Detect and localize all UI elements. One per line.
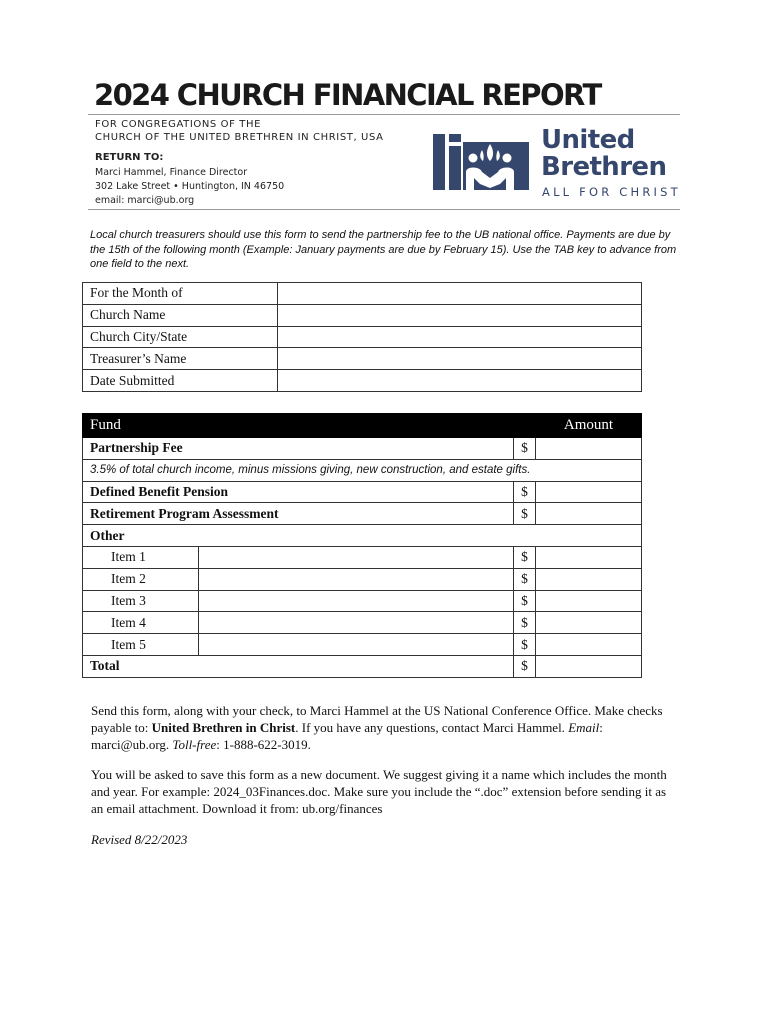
field-label-church-city-state: Church City/State	[83, 326, 278, 348]
submission-instructions	[91, 702, 681, 753]
header-divider	[88, 209, 680, 210]
retirement-label: Retirement Program Assessment	[90, 505, 279, 521]
instruction-text: Send this form, along with your check, to Marci Hammel at the US National Conference Office. Make checks payable to:	[91, 703, 663, 735]
item-label: Item 5	[83, 634, 199, 656]
church-info-table	[82, 282, 642, 392]
page-title: 2024 CHURCH FINANCIAL REPORT	[94, 78, 601, 112]
table-row	[83, 438, 642, 460]
item-3-amount-field[interactable]	[536, 590, 642, 612]
currency-sign: $	[514, 546, 536, 568]
table-row	[83, 481, 642, 503]
item-4-description-field[interactable]	[199, 612, 514, 634]
item-5-description-field[interactable]	[199, 634, 514, 656]
total-label: Total	[90, 658, 120, 674]
table-row	[83, 459, 642, 481]
congregation-line-2: CHURCH OF THE UNITED BRETHREN IN CHRIST, USA	[95, 132, 384, 143]
save-instructions: You will be asked to save this form as a new document. We suggest giving it a name which includes the month and year. For example: 2024_03Finances.doc. Make sure you include the “.doc” extension before sending it as an email attachment. Download it from: ub.org/finances	[91, 767, 667, 816]
field-label-month: For the Month of	[83, 283, 278, 305]
fund-header-row	[83, 414, 642, 438]
table-row	[83, 546, 642, 568]
field-label-date-submitted: Date Submitted	[83, 370, 278, 392]
item-1-amount-field[interactable]	[536, 546, 642, 568]
field-label-treasurer-name: Treasurer’s Name	[83, 348, 278, 370]
fund-header: Fund	[83, 414, 536, 438]
table-row	[83, 326, 642, 348]
table-row	[83, 283, 642, 305]
united-brethren-logo-icon	[433, 128, 529, 196]
table-row	[83, 612, 642, 634]
logo-word-united: United	[541, 125, 635, 155]
currency-sign: $	[514, 634, 536, 656]
item-2-description-field[interactable]	[199, 568, 514, 590]
title-divider	[88, 114, 680, 115]
return-address: 302 Lake Street • Huntington, IN 46750	[95, 181, 285, 192]
instruction-text: . If you have any questions, contact Marci Hammel.	[295, 720, 569, 735]
fund-table	[82, 413, 642, 678]
currency-sign: $	[514, 590, 536, 612]
return-to-label: RETURN TO:	[95, 152, 164, 163]
table-row	[83, 503, 642, 525]
table-row	[83, 370, 642, 392]
table-row	[83, 655, 642, 677]
currency-sign: $	[514, 481, 536, 503]
table-row	[83, 348, 642, 370]
table-row	[83, 525, 642, 547]
currency-sign: $	[514, 655, 536, 677]
tollfree-label: Toll-free	[172, 737, 217, 752]
email-label: Email	[568, 720, 600, 735]
item-1-description-field[interactable]	[199, 546, 514, 568]
table-row	[83, 590, 642, 612]
currency-sign: $	[514, 438, 536, 460]
church-name-field[interactable]	[278, 304, 642, 326]
other-label: Other	[90, 527, 125, 543]
table-row	[83, 568, 642, 590]
congregation-heading	[95, 118, 384, 144]
currency-sign: $	[514, 612, 536, 634]
church-city-state-field[interactable]	[278, 326, 642, 348]
table-row	[83, 634, 642, 656]
field-label-church-name: Church Name	[83, 304, 278, 326]
table-row	[83, 304, 642, 326]
item-5-amount-field[interactable]	[536, 634, 642, 656]
item-label: Item 2	[83, 568, 199, 590]
payee-name: United Brethren in Christ	[151, 720, 296, 735]
congregation-line-1: FOR CONGREGATIONS OF THE	[95, 119, 261, 130]
partnership-fee-label: Partnership Fee	[90, 440, 183, 456]
total-amount-field[interactable]	[536, 655, 642, 677]
return-email: email: marci@ub.org	[95, 195, 195, 206]
intro-instructions: Local church treasurers should use this form to send the partnership fee to the UB national office. Payments are due by the 15th of the following month (Example: January payments are due by February 15). Use the TAB key to advance from one field to the next.	[90, 229, 677, 270]
item-label: Item 4	[83, 612, 199, 634]
revision-date: Revised 8/22/2023	[91, 832, 188, 847]
currency-sign: $	[514, 568, 536, 590]
partnership-fee-amount-field[interactable]	[536, 438, 642, 460]
pension-amount-field[interactable]	[536, 481, 642, 503]
currency-sign: $	[514, 503, 536, 525]
contact-phone: : 1-888-622-3019.	[216, 737, 311, 752]
logo-word-brethren: Brethren	[541, 152, 667, 182]
month-field[interactable]	[278, 283, 642, 305]
return-name: Marci Hammel, Finance Director	[95, 167, 248, 178]
item-4-amount-field[interactable]	[536, 612, 642, 634]
pension-label: Defined Benefit Pension	[90, 483, 228, 499]
item-3-description-field[interactable]	[199, 590, 514, 612]
item-label: Item 1	[83, 546, 199, 568]
retirement-amount-field[interactable]	[536, 503, 642, 525]
logo-tagline: ALL FOR CHRIST	[542, 185, 681, 199]
treasurer-name-field[interactable]	[278, 348, 642, 370]
item-2-amount-field[interactable]	[536, 568, 642, 590]
contact-email: : marci@ub.org.	[91, 720, 603, 752]
item-label: Item 3	[83, 590, 199, 612]
date-submitted-field[interactable]	[278, 370, 642, 392]
partnership-fee-note: 3.5% of total church income, minus missions giving, new construction, and estate gifts.	[83, 459, 642, 481]
amount-header: Amount	[536, 414, 642, 438]
